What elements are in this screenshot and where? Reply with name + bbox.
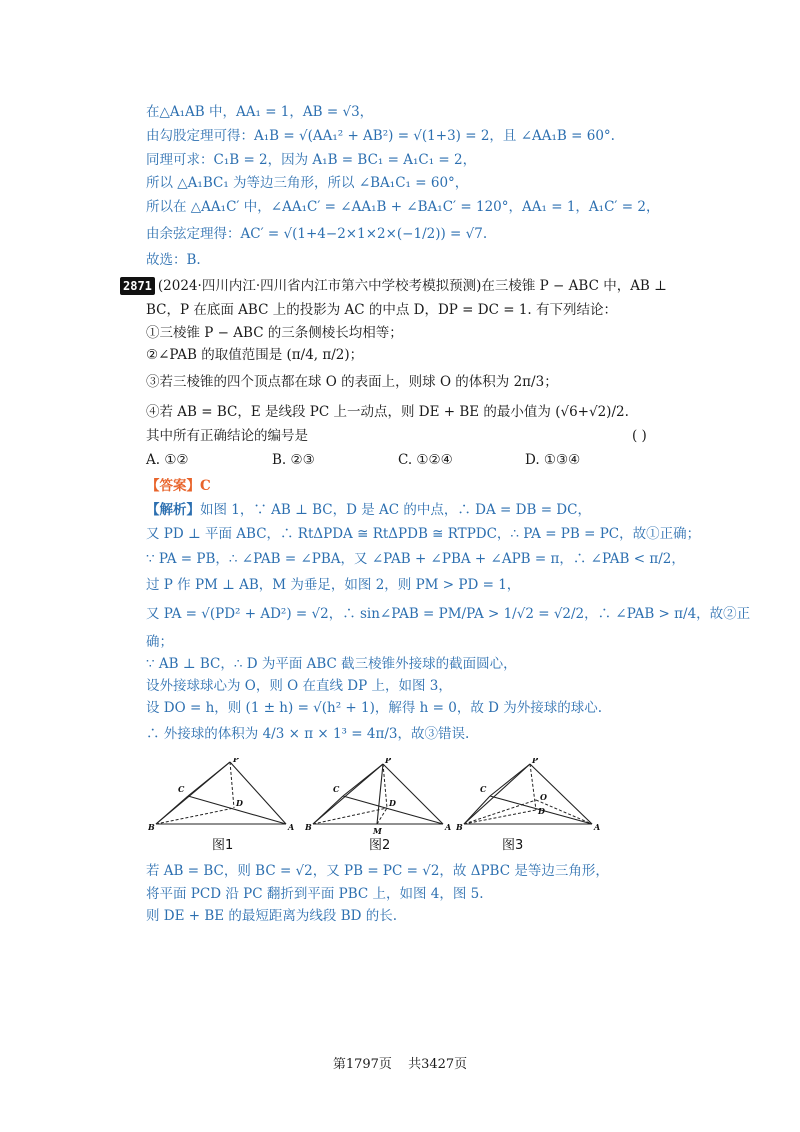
figure-1-diagram (148, 758, 298, 838)
answer-value: C (200, 478, 211, 494)
label-p: P (233, 758, 240, 764)
label-d: D (236, 798, 243, 808)
label-c: C (178, 784, 185, 794)
figure-3-diagram (456, 758, 606, 838)
statement-2: ②∠PAB 的取值范围是 (π/4, π/2)； (146, 347, 364, 363)
analysis-label: 【解析】 (146, 502, 200, 518)
analysis-line: 若 AB = BC，则 BC = √2，又 PB = PC = √2，故 ΔPBC 是等边三角形， (146, 863, 609, 879)
analysis-line: 设外接球球心为 O，则 O 在直线 DP 上，如图 3， (146, 678, 452, 694)
label-a: A (288, 822, 295, 832)
page-number: 第1797页 (332, 1057, 392, 1072)
analysis-line (146, 500, 591, 520)
figure-2 (305, 758, 455, 838)
analysis-line: 过 P 作 PM ⊥ AB，M 为垂足，如图 2，则 PM > PD = 1， (146, 577, 521, 593)
prev-solution-line: 所以在 △AA₁C′ 中，∠AA₁C′ = ∠AA₁B + ∠BA₁C′ = 120°，AA₁ = 1，A₁C′ = 2， (146, 199, 660, 215)
label-c: C (333, 784, 340, 794)
statement-3: ③若三棱锥的四个顶点都在球 O 的表面上，则球 O 的体积为 2π/3； (146, 374, 558, 390)
prev-solution-line: 故选：B. (146, 252, 201, 268)
figure-1 (148, 758, 298, 838)
answer-label: 【答案】 (146, 478, 200, 494)
figure-2-caption: 图2 (369, 838, 391, 853)
label-d: D (538, 806, 545, 816)
analysis-line: 设 DO = h，则 (1 ± h) = √(h² + 1)，解得 h = 0，故 D 为外接球的球心. (146, 700, 603, 716)
analysis-line: 又 PA = √(PD² + AD²) = √2，∴ sin∠PAB = PM/PA > 1/√2 = √2/2，∴ ∠PAB > π/4，故②正 (146, 606, 751, 622)
prev-solution-line: 由勾股定理可得：A₁B = √(AA₁² + AB²) = √(1+3) = 2，且 ∠AA₁B = 60°. (146, 128, 615, 144)
question-prompt: 其中所有正确结论的编号是 (146, 428, 308, 444)
analysis-line: 则 DE + BE 的最短距离为线段 BD 的长. (146, 908, 398, 924)
statement-1: ①三棱锥 P − ABC 的三条侧棱长均相等； (146, 325, 403, 341)
figure-3-caption: 图3 (502, 838, 524, 853)
label-o: O (540, 792, 547, 802)
question-line-2: BC，P 在底面 ABC 上的投影为 AC 的中点 D，DP = DC = 1. 有下列结论： (146, 302, 618, 318)
prev-solution-line: 由余弦定理得：AC′ = √(1+4−2×1×2×(−1/2)) = √7. (146, 226, 488, 242)
analysis-text: 如图 1，∵ AB ⊥ BC，D 是 AC 的中点，∴ DA = DB = DC， (200, 502, 591, 518)
total-pages: 共3427页 (408, 1057, 468, 1072)
answer-blank: ( ) (632, 428, 647, 444)
choice-b: B. ②③ (272, 452, 315, 468)
analysis-line: ∴ 外接球的体积为 4/3 × π × 1³ = 4π/3，故③错误. (146, 726, 470, 742)
prev-solution-line: 同理可求：C₁B = 2，因为 A₁B = BC₁ = A₁C₁ = 2， (146, 152, 477, 168)
figure-3 (456, 758, 606, 838)
label-m: M (373, 826, 382, 836)
label-a: A (445, 822, 452, 832)
figure-1-caption: 图1 (212, 838, 234, 853)
analysis-line: 又 PD ⊥ 平面 ABC，∴ RtΔPDA ≅ RtΔPDB ≅ RTPDC，∴ PA = PB = PC，故①正确； (146, 526, 701, 542)
label-p: P (532, 758, 539, 765)
analysis-line: ∵ PA = PB，∴ ∠PAB = ∠PBA，又 ∠PAB + ∠PBA + ∠APB = π，∴ ∠PAB < π/2， (146, 551, 685, 567)
label-b: B (148, 822, 155, 832)
label-d: D (389, 798, 396, 808)
label-b: B (305, 822, 312, 832)
figure-2-diagram (305, 758, 455, 838)
prev-solution-line: 在△A₁AB 中，AA₁ = 1，AB = √3， (146, 104, 374, 120)
choice-d: D. ①③④ (525, 452, 581, 468)
statement-4: ④若 AB = BC，E 是线段 PC 上一动点，则 DE + BE 的最小值为 (√6+√2)/2. (146, 404, 629, 420)
label-b: B (456, 822, 463, 832)
label-a: A (594, 822, 601, 832)
question-number: 2871 (120, 277, 155, 295)
page-footer (0, 1053, 800, 1072)
prev-solution-line: 所以 △A₁BC₁ 为等边三角形，所以 ∠BA₁C₁ = 60°， (146, 175, 469, 191)
question-header (120, 276, 667, 296)
choice-c: C. ①②④ (398, 452, 453, 468)
analysis-line: ∵ AB ⊥ BC，∴ D 为平面 ABC 截三棱锥外接球的截面圆心， (146, 656, 517, 672)
analysis-line: 确； (146, 634, 173, 650)
answer-line (146, 476, 211, 496)
choice-a: A. ①② (146, 452, 189, 468)
label-c: C (480, 784, 487, 794)
label-p: P (385, 758, 392, 765)
analysis-line: 将平面 PCD 沿 PC 翻折到平面 PBC 上，如图 4，图 5. (146, 886, 484, 902)
question-line-1: (2024·四川内江·四川省内江市第六中学校考模拟预测)在三棱锥 P − ABC 中，AB ⊥ (157, 278, 667, 294)
